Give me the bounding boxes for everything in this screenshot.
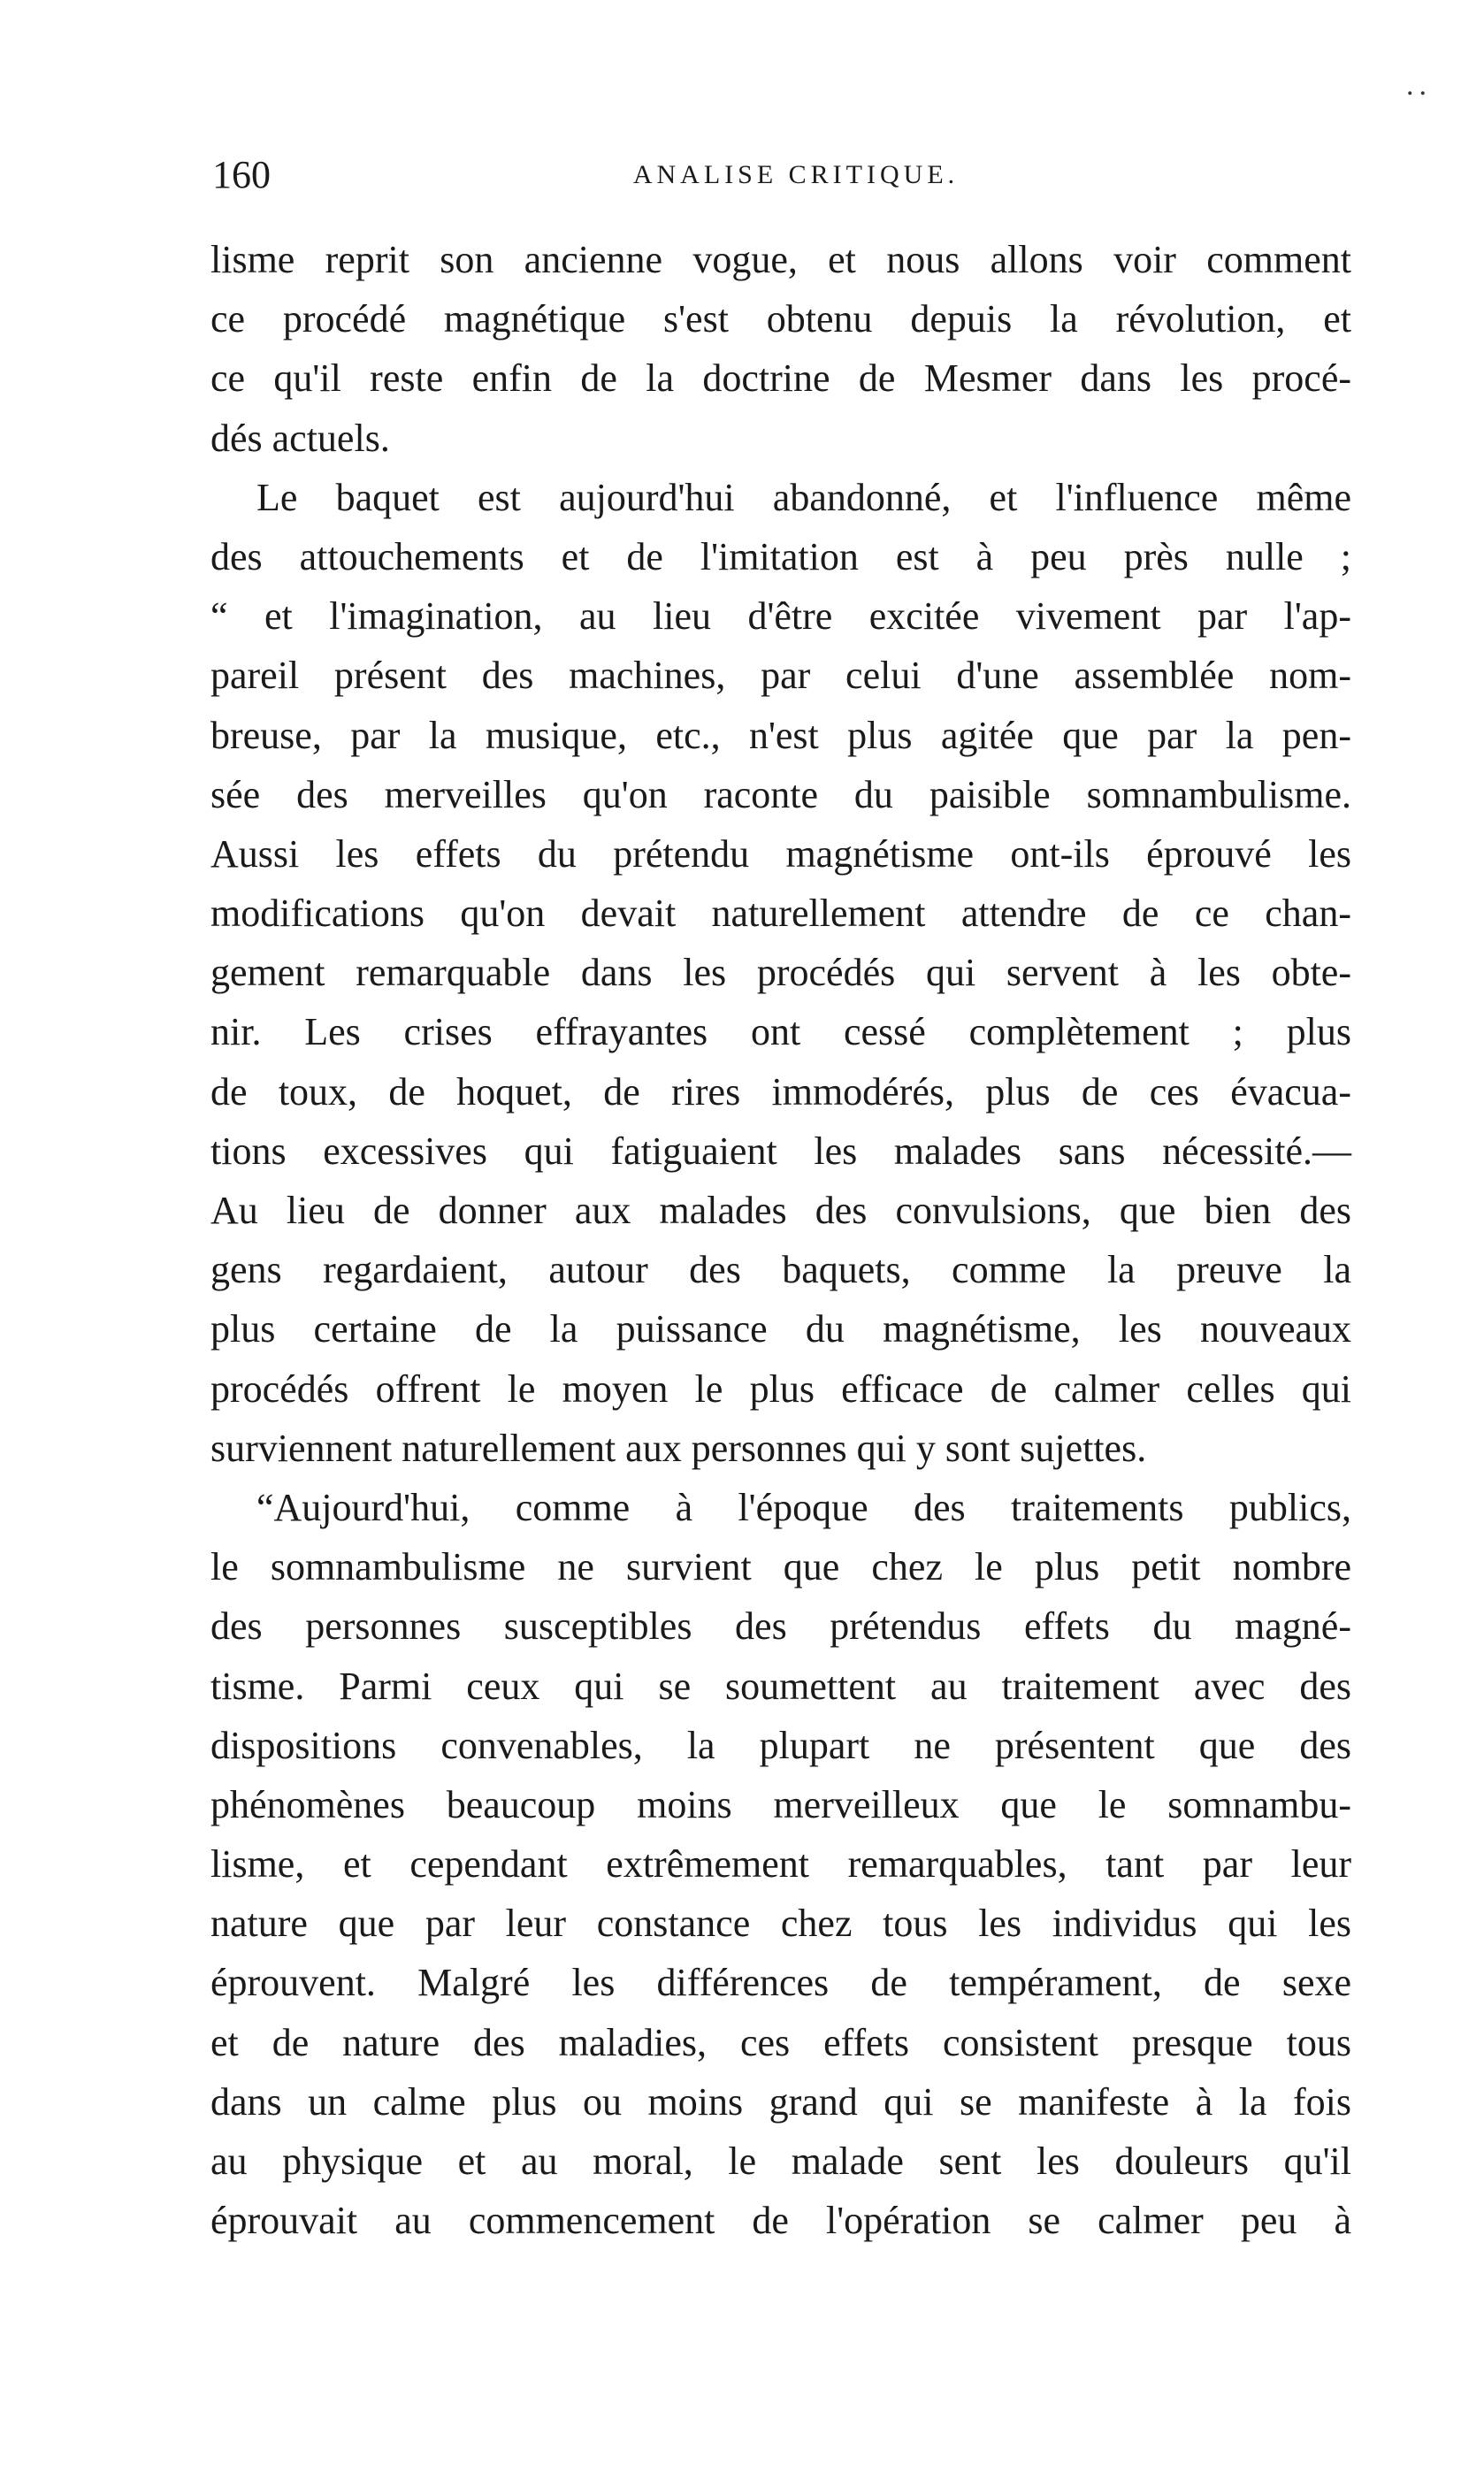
text-line: procédés offrent le moyen le plus efficace de calmer celles qui <box>210 1366 1351 1411</box>
text-line: de toux, de hoquet, de rires immodérés, plus de ces évacua- <box>210 1069 1351 1114</box>
text-line: lisme reprit son ancienne vogue, et nous allons voir comment <box>210 238 1351 281</box>
running-head <box>212 149 1362 202</box>
text-line: sée des merveilles qu'on raconte du paisible somnambulisme. <box>210 772 1351 816</box>
text-line: nature que par leur constance chez tous les individus qui les <box>210 1902 1351 1946</box>
text-line: nir. Les crises effrayantes ont cessé complètement ; plus <box>210 1010 1351 1054</box>
text-line: plus certaine de la puissance du magnétisme, les nouveaux <box>210 1307 1351 1351</box>
text-line: des attouchements et de l'imitation est à peu près nulle ; <box>210 534 1351 578</box>
text-line: pareil présent des machines, par celui d'une assemblée nom- <box>210 654 1351 698</box>
text-line: gement remarquable dans les procédés qui servent à les obte- <box>210 951 1351 995</box>
text-line: éprouvait au commencement de l'opération se calmer peu à <box>210 2199 1351 2243</box>
text-line: surviennent naturellement aux personnes qui y sont sujettes. <box>210 1426 1147 1470</box>
text-line: Au lieu de donner aux malades des convulsions, que bien des <box>210 1189 1351 1232</box>
text-line: Le baquet est aujourd'hui abandonné, et l'influence même <box>256 475 1351 519</box>
text-line: lisme, et cependant extrêmement remarquables, tant par leur <box>210 1842 1351 1887</box>
text-line: éprouvent. Malgré les différences de tempérament, de sexe <box>210 1961 1351 2005</box>
text-line: tions excessives qui fatiguaient les malades sans nécessité.— <box>210 1129 1351 1173</box>
text-line: dans un calme plus ou moins grand qui se manifeste à la fois <box>210 2079 1351 2124</box>
text-line: dés actuels. <box>210 416 390 460</box>
text-line: des personnes susceptibles des prétendus effets du magné- <box>210 1604 1351 1649</box>
text-line: breuse, par la musique, etc., n'est plus agitée que par la pen- <box>210 713 1351 757</box>
text-line: tisme. Parmi ceux qui se soumettent au traitement avec des <box>210 1664 1351 1708</box>
text-line: phénomènes beaucoup moins merveilleux que le somnambu- <box>210 1782 1351 1826</box>
text-line: au physique et au moral, le malade sent les douleurs qu'il <box>210 2139 1351 2183</box>
text-line: le somnambulisme ne survient que chez le plus petit nombre <box>210 1545 1351 1589</box>
text-line: gens regardaient, autour des baquets, comme la preuve la <box>210 1248 1351 1292</box>
text-line: modifications qu'on devait naturellement attendre de ce chan- <box>210 892 1351 936</box>
page-number: 160 <box>212 153 271 196</box>
text-line: Aussi les effets du prétendu magnétisme ont-ils éprouvé les <box>210 831 1351 876</box>
body-text <box>210 230 1351 2250</box>
text-line: ce procédé magnétique s'est obtenu depuis la révolution, et <box>210 297 1351 341</box>
text-line: “Aujourd'hui, comme à l'époque des traitements publics, <box>256 1485 1351 1529</box>
text-line: dispositions convenables, la plupart ne présentent que des <box>210 1723 1351 1767</box>
running-title: ANALISE CRITIQUE. <box>632 160 960 189</box>
text-line: ce qu'il reste enfin de la doctrine de Mesmer dans les procé- <box>210 356 1351 401</box>
corner-mark: .. <box>1406 69 1432 102</box>
text-line: “ et l'imagination, au lieu d'être excitée vivement par l'ap- <box>210 594 1351 639</box>
text-line: et de nature des maladies, ces effets consistent presque tous <box>210 2020 1351 2064</box>
